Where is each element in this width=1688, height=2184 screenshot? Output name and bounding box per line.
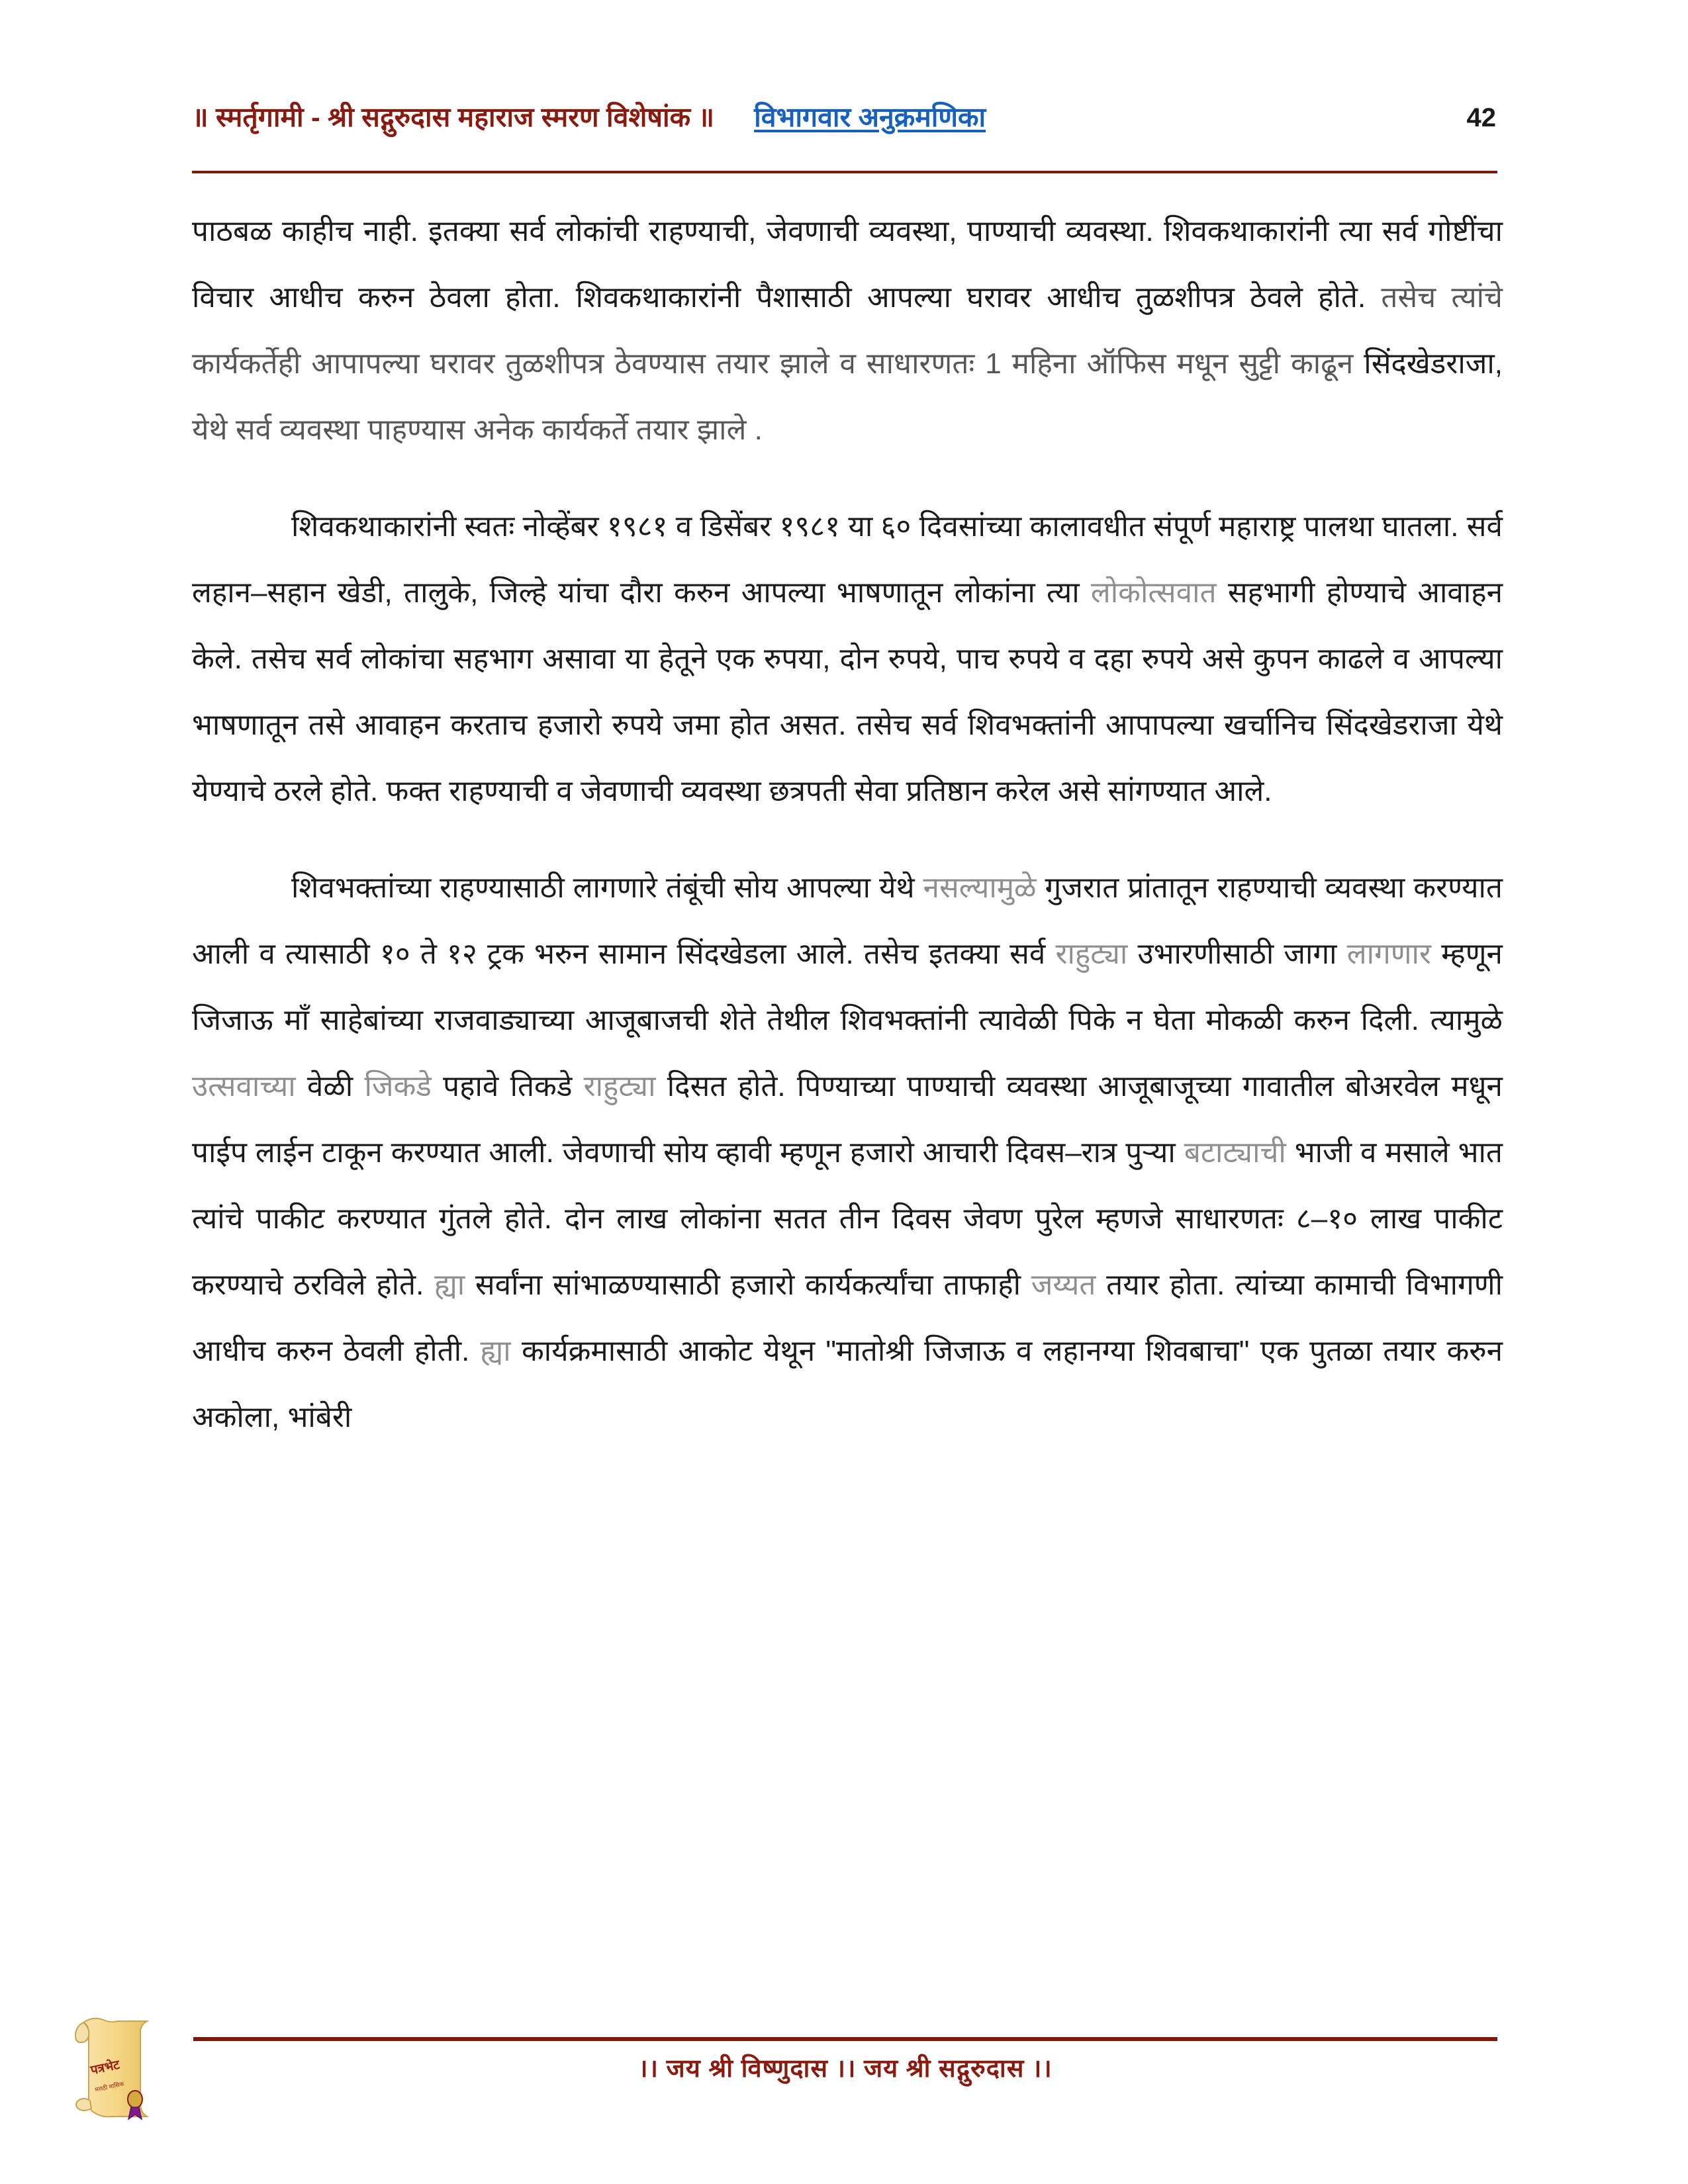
text-run: जय्यत bbox=[1031, 1269, 1107, 1301]
text-run: भाजी व मसाले भात त्यांचे पाकीट करण्यात गुंतले होते. दोन लाख लोकांना सतत तीन दिवस जेवण पुरेल म्हणजे साधारणतः ८–१० लाख पाकीट करण्याचे ठरविले होते. bbox=[192, 1136, 1503, 1301]
text-run: ह्या bbox=[434, 1269, 475, 1301]
text-run: उत्सवाच्या bbox=[192, 1070, 307, 1103]
paragraph bbox=[192, 855, 1503, 1451]
text-run: लोकोत्सवात bbox=[1090, 576, 1228, 609]
text-run: येथे सर्व व्यवस्था पाहण्यास अनेक कार्यकर्ते तयार झाले . bbox=[192, 414, 763, 446]
text-run: दिसत होते. पिण्याच्या पाण्याची व्यवस्था आजूबाजूच्या गावातील बोअरवेल मधून पाईप लाईन टाकून करण्यात आली. जेवणाची सोय व्हावी म्हणून हजारो आचारी दिवस–रात्र पुऱ्या bbox=[192, 1070, 1503, 1169]
text-run: राहुट्या bbox=[583, 1070, 667, 1103]
header-title: ॥ स्मर्तृगामी - श्री सद्गुरुदास महाराज स्मरण विशेषांक ॥ bbox=[192, 102, 715, 132]
text-run: सर्वांना सांभाळण्यासाठी हजारो कार्यकर्त्यांचा ताफाही bbox=[475, 1269, 1031, 1301]
text-run: कार्यक्रमासाठी आकोट येथून "मातोश्री जिजाऊ व लहानग्या शिवबाचा" एक पुतळा तयार करुन अकोला, भांबेरी bbox=[192, 1335, 1503, 1433]
footer-divider bbox=[193, 2037, 1497, 2041]
text-run: तसेच त्यांचे कार्यकर्तेही आपापल्या घरावर तुळशीपत्र ठेवण्यास तयार झाले व साधारणतः 1 महिना ऑफिस मधून सुट्टी काढून bbox=[192, 281, 1503, 380]
text-run: गुजरात प्रांतातून राहण्याची व्यवस्था करण्यात आली व त्यासाठी १० ते १२ ट्रक भरुन सामान सिंदखेडला आले. तसेच इतक्या सर्व bbox=[192, 872, 1503, 970]
text-run: पहावे तिकडे bbox=[443, 1070, 584, 1103]
text-run: राहुट्या bbox=[1055, 938, 1138, 970]
text-run: उभारणीसाठी जागा bbox=[1137, 938, 1347, 970]
text-run: वेळी bbox=[306, 1070, 365, 1103]
text-run: ह्या bbox=[480, 1335, 522, 1367]
text-run: शिवकथाकारांनी स्वतः नोव्हेंबर १९८१ व डिसेंबर १९८१ या ६० दिवसांच्या कालावधीत संपूर्ण महाराष्ट्र पालथा घातला. सर्व लहान–सहान खेडी, तालुके, जिल्हे यांचा दौरा करुन आपल्या भाषणातून लोकांना त्या bbox=[192, 510, 1503, 609]
page-number: 42 bbox=[1466, 103, 1496, 132]
text-run: नसल्यामुळे bbox=[923, 872, 1045, 904]
text-run: बटाट्याची bbox=[1184, 1136, 1295, 1169]
text-run: सिंदखेडराजा, bbox=[1364, 347, 1503, 380]
header-divider bbox=[192, 171, 1497, 173]
paragraph bbox=[192, 494, 1503, 825]
text-run: जिकडे bbox=[364, 1070, 444, 1103]
footer-blessing: ।। जय श्री विष्णुदास ।। जय श्री सद्गुरुदास ।। bbox=[638, 2055, 1053, 2083]
text-run: म्हणून जिजाऊ माँ साहेबांच्या राजवाड्याच्या आजूबाजची शेते तेथील शिवभक्तांनी त्यावेळी पिके न घेता मोकळी करुन दिली. त्यामुळे bbox=[192, 938, 1503, 1036]
svg-text:मराठी मासिक: मराठी मासिक bbox=[94, 2080, 125, 2093]
paragraph bbox=[192, 199, 1503, 463]
page-header bbox=[192, 98, 1496, 146]
index-link[interactable]: विभागवार अनुक्रमणिका bbox=[754, 102, 986, 132]
patrabhet-logo bbox=[71, 2012, 158, 2121]
text-run: लागणार bbox=[1346, 938, 1442, 970]
text-run: तयार होता. त्यांच्या कामाची विभागणी आधीच करुन ठेवली होती. bbox=[192, 1269, 1503, 1367]
text-run: पाठबळ काहीच नाही. इतक्या सर्व लोकांची राहण्याची, जेवणाची व्यवस्था, पाण्याची व्यवस्था. शिवकथाकारांनी त्या सर्व गोष्टींचा विचार आधीच करुन ठेवला होता. शिवकथाकारांनी पैशासाठी आपल्या घरावर आधीच तुळशीपत्र ठेवले होते. bbox=[192, 215, 1503, 314]
text-run: सहभागी होण्याचे आवाहन केले. तसेच सर्व लोकांचा सहभाग असावा या हेतूने एक रुपया, दोन रुपये, पाच रुपये व दहा रुपये असे कुपन काढले व आपल्या भाषणातून तसे आवाहन करताच हजारो रुपये जमा होत असत. तसेच सर्व शिवभक्तांनी आपापल्या खर्चानिच सिंदखेडराजा येथे येण्याचे ठरले होते. फक्त राहण्याची व जेवणाची व्यवस्था छत्रपती सेवा प्रतिष्ठान करेल असे सांगण्यात आले. bbox=[192, 576, 1503, 807]
svg-text:पत्रभेट: पत्रभेट bbox=[89, 2058, 121, 2078]
text-run: शिवभक्तांच्या राहण्यासाठी लागणारे तंबूंची सोय आपल्या येथे bbox=[291, 872, 923, 904]
document-body bbox=[192, 199, 1503, 1451]
